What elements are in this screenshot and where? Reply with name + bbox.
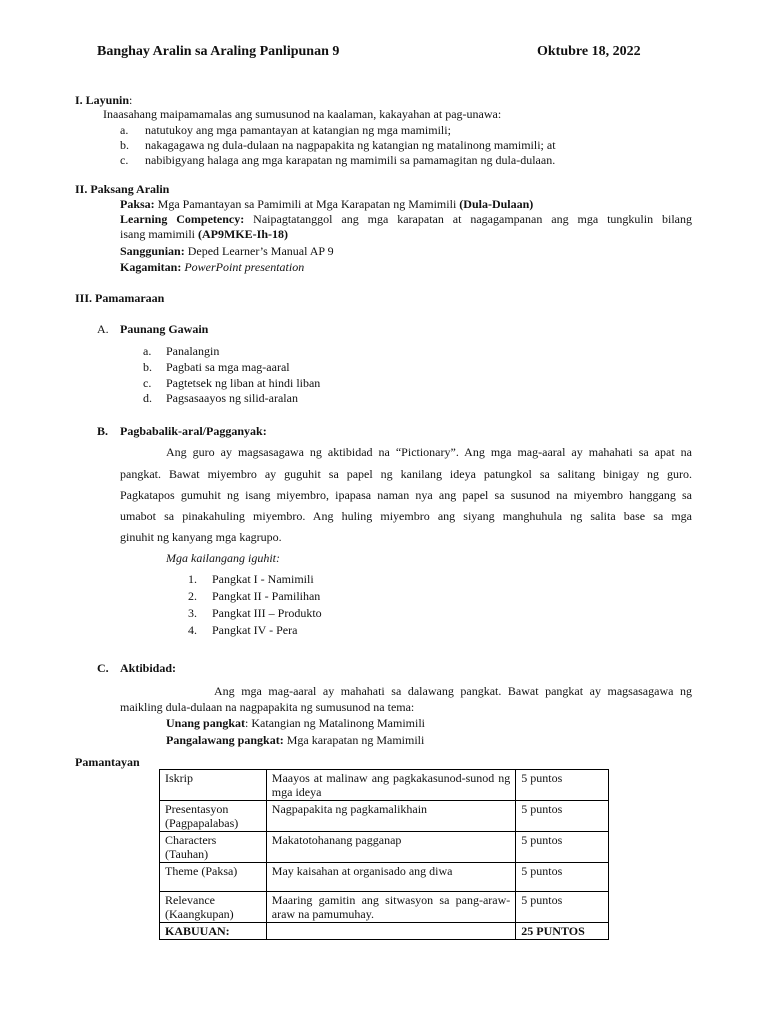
- pagganyak-paragraph-line: umabot sa pinakahuling miyembro. Ang huling miyembro ang siyang manghuhula ng salita base sa mga: [120, 509, 692, 523]
- pangkat-item: Pangkat IV - Pera: [212, 623, 298, 637]
- total-points-cell: 25 PUNTOS: [516, 923, 609, 940]
- criterion-cell: Relevance (Kaangkupan): [160, 892, 267, 923]
- document-title: Banghay Aralin sa Araling Panlipunan 9: [97, 44, 340, 59]
- pangalawang-pangkat-label: Pangalawang pangkat:: [166, 733, 284, 747]
- pamantayan-rubric-table: [159, 769, 609, 940]
- points-cell: 5 puntos: [516, 832, 609, 863]
- document-date: Oktubre 18, 2022: [537, 44, 641, 59]
- layunin-item: natutukoy ang mga pamantayan at katangian ng mga mamimili;: [145, 123, 451, 137]
- table-row: [160, 770, 609, 801]
- pagganyak-paragraph-line: Ang guro ay magsasagawa ng aktibidad na “Pictionary”. Ang mga mag-aaral ay mahahati sa apat na: [166, 445, 692, 459]
- description-cell: Maaring gamitin ang sitwasyon sa pang-araw-araw na pamumuhay.: [266, 892, 516, 923]
- unang-pangkat-text: : Katangian ng Matalinong Mamimili: [245, 716, 426, 730]
- pangkat-item: Pangkat III – Produkto: [212, 606, 322, 620]
- sanggunian-text: Deped Learner’s Manual AP 9: [184, 244, 334, 258]
- pangalawang-pangkat-text: Mga karapatan ng Mamimili: [283, 733, 425, 747]
- total-empty-cell: [266, 923, 516, 940]
- layunin-heading-text: I. Layunin: [75, 93, 130, 107]
- paunang-item-marker: b.: [143, 360, 152, 374]
- paksa-text: Mga Pamantayan sa Pamimili at Mga Karapatan ng Mamimili: [154, 197, 460, 211]
- pagganyak-paragraph-line: ginuhit ng kanyang mga kagrupo.: [120, 530, 282, 544]
- points-cell: 5 puntos: [516, 863, 609, 892]
- learning-competency-line2: [120, 227, 288, 242]
- paksa-bold: (Dula-Dulaan): [459, 197, 534, 211]
- description-cell: Maayos at malinaw ang pagkakasunod-sunod ng mga ideya: [266, 770, 516, 801]
- unang-pangkat-line: [166, 716, 425, 731]
- pangkat-item-marker: 2.: [188, 589, 197, 603]
- paunang-item: Pagsasaayos ng silid-aralan: [166, 391, 298, 405]
- section-paksa-heading: II. Paksang Aralin: [75, 182, 170, 196]
- table-row: [160, 863, 609, 892]
- points-cell: 5 puntos: [516, 801, 609, 832]
- kagamitan-line: [120, 260, 304, 275]
- subsection-c-title: Aktibidad:: [120, 661, 177, 675]
- total-label-cell: KABUUAN:: [160, 923, 267, 940]
- pangalawang-pangkat-line: [166, 733, 424, 748]
- description-cell: Makatotohanang pagganap: [266, 832, 516, 863]
- paksa-label: Paksa:: [120, 197, 155, 211]
- table-total-row: [160, 923, 609, 940]
- subsection-b-title: Pagbabalik-aral/Pagganyak:: [120, 424, 267, 438]
- points-cell: 5 puntos: [516, 770, 609, 801]
- layunin-item-marker: a.: [120, 123, 129, 137]
- lc-code: (AP9MKE-Ih-18): [198, 227, 288, 241]
- table-row: [160, 801, 609, 832]
- pamantayan-heading: Pamantayan: [75, 755, 140, 769]
- paunang-item: Panalangin: [166, 344, 220, 358]
- paunang-item: Pagbati sa mga mag-aaral: [166, 360, 290, 374]
- lc-label: Learning Competency:: [120, 212, 245, 226]
- paunang-item: Pagtetsek ng liban at hindi liban: [166, 376, 321, 390]
- layunin-item: nakagagawa ng dula-dulaan na nagpapakita ng katangian ng matalinong mamimili; at: [145, 138, 556, 152]
- pangkat-item: Pangkat I - Namimili: [212, 572, 314, 586]
- layunin-item-marker: b.: [120, 138, 129, 152]
- paunang-item-marker: a.: [143, 344, 152, 358]
- pangkat-item-marker: 4.: [188, 623, 197, 637]
- pangkat-item-marker: 1.: [188, 572, 197, 586]
- description-cell: May kaisahan at organisado ang diwa: [266, 863, 516, 892]
- pangkat-item: Pangkat II - Pamilihan: [212, 589, 321, 603]
- layunin-heading-colon: :: [129, 93, 133, 107]
- sanggunian-line: [120, 244, 334, 259]
- layunin-intro: Inaasahang maipamamalas ang sumusunod na kaalaman, kakayahan at pag-unawa:: [103, 107, 502, 121]
- lc-text-line1: Naipagtatanggol ang mga karapatan at nagagampanan ang mga tungkulin bilang: [244, 212, 692, 226]
- paksa-line: [120, 197, 533, 212]
- kailangang-iguhit-title: Mga kailangang iguhit:: [166, 551, 280, 565]
- table-row: [160, 892, 609, 923]
- kagamitan-text: PowerPoint presentation: [181, 260, 305, 274]
- pangkat-item-marker: 3.: [188, 606, 197, 620]
- criterion-cell: Iskrip: [160, 770, 267, 801]
- aktibidad-paragraph-line1: Ang mga mag-aaral ay mahahati sa dalawang pangkat. Bawat pangkat ay magsasagawa ng: [214, 684, 692, 698]
- section-layunin-heading: [75, 93, 132, 108]
- unang-pangkat-label: Unang pangkat: [166, 716, 246, 730]
- subsection-c-marker: C.: [97, 661, 109, 675]
- kagamitan-label: Kagamitan:: [120, 260, 182, 274]
- sanggunian-label: Sanggunian:: [120, 244, 185, 258]
- aktibidad-paragraph-line2: maikling dula-dulaan na nagpapakita ng sumusunod na tema:: [120, 700, 415, 714]
- criterion-cell: Presentasyon (Pagpapalabas): [160, 801, 267, 832]
- description-cell: Nagpapakita ng pagkamalikhain: [266, 801, 516, 832]
- paunang-item-marker: d.: [143, 391, 152, 405]
- layunin-item: nabibigyang halaga ang mga karapatan ng mamimili sa pamamagitan ng dula-dulaan.: [145, 153, 556, 167]
- criterion-cell: Theme (Paksa): [160, 863, 267, 892]
- paunang-item-marker: c.: [143, 376, 152, 390]
- subsection-b-marker: B.: [97, 424, 109, 438]
- subsection-a-title: Paunang Gawain: [120, 322, 209, 336]
- criterion-cell: Characters (Tauhan): [160, 832, 267, 863]
- section-pamamaraan-heading: III. Pamamaraan: [75, 291, 165, 305]
- learning-competency-line1: [120, 212, 692, 227]
- pagganyak-paragraph-line: pangkat. Bawat miyembro ay guguhit sa papel ng kanilang ideya patungkol sa salitang binigay ng guro.: [120, 467, 692, 481]
- subsection-a-marker: A.: [97, 322, 109, 336]
- pagganyak-paragraph-line: Pagkatapos gumuhit ng isang miyembro, ipapasa naman nya ang papel sa susunod na miyembro hanggang sa: [120, 488, 692, 502]
- points-cell: 5 puntos: [516, 892, 609, 923]
- layunin-item-marker: c.: [120, 153, 129, 167]
- lc-text-line2: isang mamimili: [120, 227, 198, 241]
- table-row: [160, 832, 609, 863]
